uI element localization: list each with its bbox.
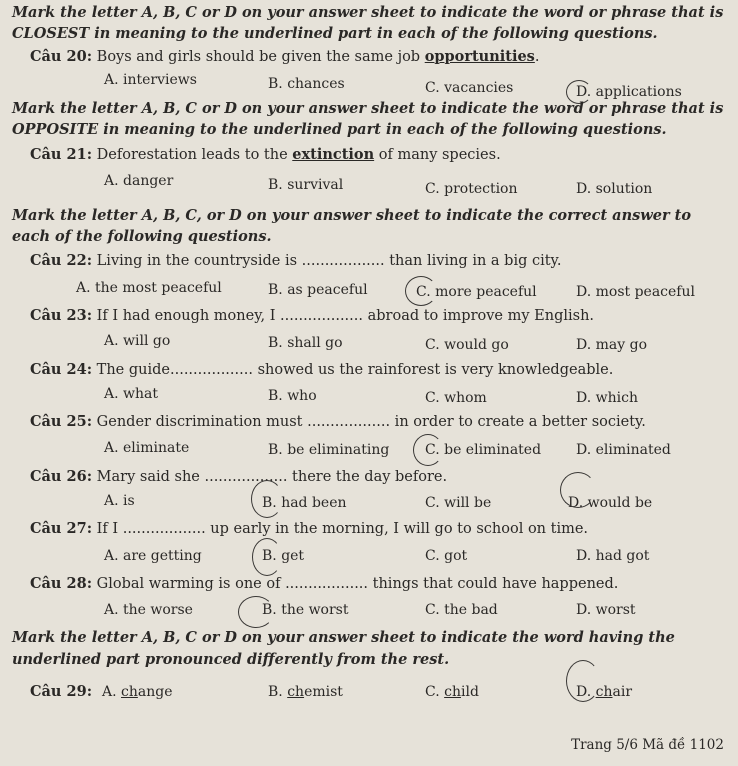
- answer-blank: ..................: [285, 576, 369, 592]
- option-a[interactable]: A. the worse: [104, 602, 193, 618]
- option-a[interactable]: A. interviews: [104, 72, 197, 88]
- question-text: Global warming is one of: [96, 576, 286, 592]
- question-number: Câu 22:: [30, 252, 93, 269]
- answer-circle-mark: [405, 276, 437, 306]
- question-number: Câu 23:: [30, 307, 93, 324]
- question-28: [30, 575, 618, 592]
- answer-circle-mark: [238, 596, 274, 628]
- option-c[interactable]: C. vacancies: [425, 80, 514, 96]
- answer-blank: ..................: [122, 521, 206, 537]
- option-c[interactable]: C. the bad: [425, 602, 498, 618]
- option-d[interactable]: D. would be: [568, 495, 653, 511]
- question-text-end: showed us the rainforest is very knowledgeable.: [252, 362, 614, 378]
- option-a[interactable]: A. is: [104, 493, 135, 509]
- option-c[interactable]: C. whom: [425, 390, 487, 406]
- question-number: Câu 26:: [30, 468, 93, 485]
- question-text-end: of many species.: [374, 147, 501, 163]
- answer-blank: ..................: [307, 414, 391, 430]
- question-20: [30, 48, 539, 65]
- option-b[interactable]: [268, 684, 343, 700]
- option-d[interactable]: D. which: [576, 390, 638, 406]
- option-a[interactable]: [102, 684, 173, 700]
- option-word-rest: ange: [137, 684, 173, 700]
- question-number: Câu 27:: [30, 520, 93, 537]
- option-d[interactable]: D. eliminated: [576, 442, 671, 458]
- question-21: [30, 146, 501, 163]
- option-c[interactable]: C. more peaceful: [416, 284, 537, 300]
- option-b[interactable]: B. as peaceful: [268, 282, 368, 298]
- question-text-end: abroad to improve my English.: [363, 308, 595, 324]
- question-26: [30, 468, 447, 485]
- option-letter: A.: [102, 684, 117, 700]
- underlined-part: ch: [444, 684, 461, 700]
- question-number: Câu 25:: [30, 413, 93, 430]
- underlined-part: ch: [287, 684, 305, 700]
- option-a[interactable]: A. will go: [104, 333, 171, 349]
- answer-circle-mark: [413, 434, 443, 466]
- option-letter: D.: [576, 684, 592, 700]
- question-text: Mary said she: [96, 469, 205, 485]
- answer-blank: ..................: [301, 253, 385, 269]
- question-text-end: than living in a big city.: [384, 253, 562, 269]
- answer-blank: ..................: [280, 308, 363, 324]
- option-b[interactable]: B. chances: [268, 76, 345, 92]
- option-a[interactable]: A. danger: [104, 173, 174, 189]
- question-text: Living in the countryside is: [96, 253, 302, 269]
- option-c[interactable]: C. got: [425, 548, 468, 564]
- option-c[interactable]: C. protection: [425, 181, 518, 197]
- option-a[interactable]: A. are getting: [104, 548, 202, 564]
- option-b[interactable]: B. who: [268, 388, 317, 404]
- option-b[interactable]: B. be eliminating: [268, 442, 390, 458]
- answer-blank: ..................: [204, 469, 288, 485]
- option-d[interactable]: D. most peaceful: [576, 284, 695, 300]
- answer-circle-mark: [251, 480, 283, 518]
- option-d[interactable]: D. had got: [576, 548, 650, 564]
- option-word-rest: ild: [460, 684, 479, 700]
- option-word-rest: air: [612, 684, 633, 700]
- option-b[interactable]: B. survival: [268, 177, 344, 193]
- question-text: Gender discrimination must: [96, 414, 308, 430]
- option-b[interactable]: B. the worst: [262, 602, 349, 618]
- underlined-word: opportunities: [424, 48, 535, 65]
- instruction-closest: Mark the letter A, B, C or D on your answer sheet to indicate the word or phrase that is CLOSEST in meaning to the underlined part in each of the following questions.: [12, 4, 724, 42]
- option-a[interactable]: A. the most peaceful: [76, 280, 222, 296]
- underlined-part: ch: [121, 684, 138, 700]
- underlined-word: extinction: [292, 146, 375, 163]
- option-b[interactable]: B. had been: [262, 495, 347, 511]
- option-c[interactable]: C. will be: [425, 495, 492, 511]
- question-text-end: in order to create a better society.: [390, 414, 646, 430]
- question-27: [30, 520, 588, 537]
- option-a[interactable]: A. eliminate: [104, 440, 190, 456]
- question-text: The guide: [96, 362, 170, 378]
- question-23: [30, 307, 594, 324]
- option-c[interactable]: C. be eliminated: [425, 442, 542, 458]
- question-29: [30, 683, 92, 700]
- question-text-end: things that could have happened.: [368, 576, 619, 592]
- option-letter: B.: [268, 684, 283, 700]
- underlined-part: ch: [595, 684, 613, 700]
- question-text: Deforestation leads to the: [96, 147, 293, 163]
- option-c[interactable]: [425, 684, 479, 700]
- instruction-pronounced: Mark the letter A, B, C or D on your answer sheet to indicate the word having the underlined part pronounced differently from the rest.: [12, 629, 675, 668]
- question-22: [30, 252, 561, 269]
- instruction-correct: Mark the letter A, B, C, or D on your answer sheet to indicate the correct answer to each of the following questions.: [12, 207, 692, 245]
- option-letter: C.: [425, 684, 440, 700]
- question-text: Boys and girls should be given the same job: [96, 49, 425, 65]
- option-b[interactable]: B. shall go: [268, 335, 343, 351]
- question-24: [30, 361, 613, 378]
- question-25: [30, 413, 646, 430]
- question-text-end: up early in the morning, I will go to school on time.: [205, 521, 589, 537]
- option-a[interactable]: A. what: [104, 386, 158, 402]
- answer-circle-mark: [252, 538, 282, 576]
- question-number: Câu 28:: [30, 575, 93, 592]
- option-c[interactable]: C. would go: [425, 337, 509, 353]
- option-d[interactable]: D. solution: [576, 181, 653, 197]
- page-footer: Trang 5/6 Mã đề 1102: [571, 737, 724, 753]
- question-number: Câu 20:: [30, 48, 93, 65]
- answer-blank: ..................: [170, 362, 253, 378]
- question-number: Câu 21:: [30, 146, 93, 163]
- question-text: If I: [96, 521, 123, 537]
- question-text: If I had enough money, I: [96, 308, 281, 324]
- question-number: Câu 24:: [30, 361, 93, 378]
- option-b[interactable]: B. get: [262, 548, 305, 564]
- option-d[interactable]: D. worst: [576, 602, 636, 618]
- option-d[interactable]: D. applications: [576, 84, 682, 100]
- question-text-end: there the day before.: [287, 469, 448, 485]
- question-text-end: .: [534, 49, 540, 65]
- answer-circle-mark: [566, 660, 600, 702]
- option-word-rest: emist: [304, 684, 343, 700]
- question-number: Câu 29:: [30, 683, 93, 700]
- option-d[interactable]: D. may go: [576, 337, 647, 353]
- instruction-opposite: Mark the letter A, B, C or D on your answer sheet to indicate the word or phrase that is OPPOSITE in meaning to the underlined part in each of the following questions.: [12, 100, 724, 138]
- answer-circle-mark: [560, 472, 596, 508]
